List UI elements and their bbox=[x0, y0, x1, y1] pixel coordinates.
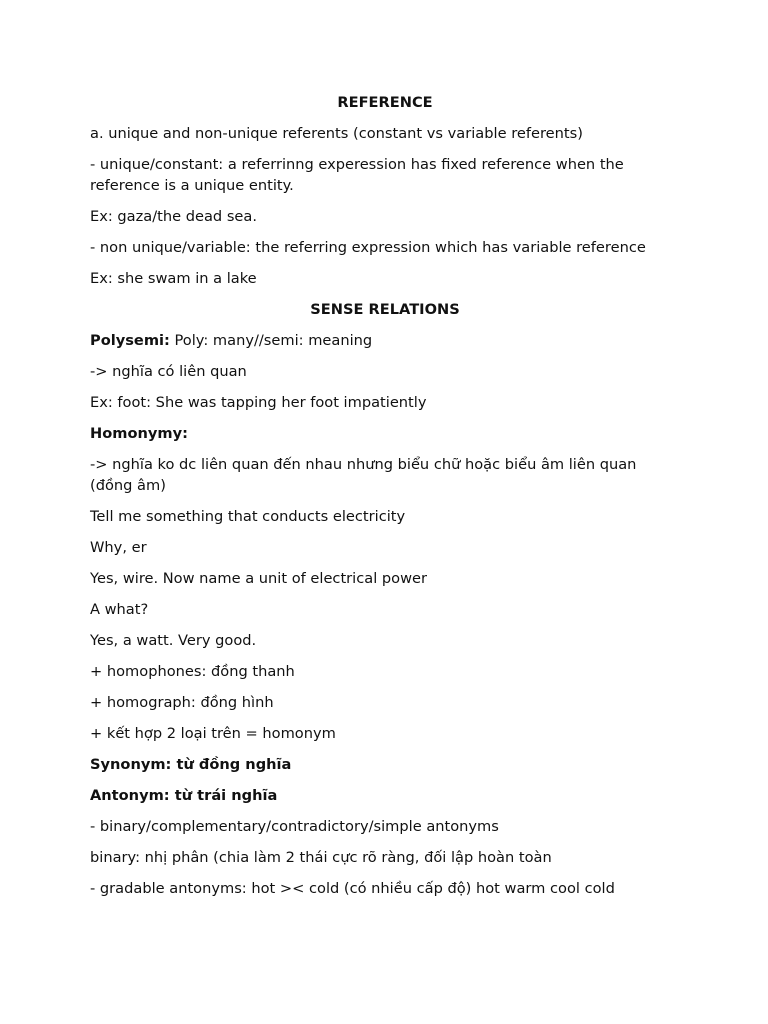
homograph-line: + homograph: đồng hình bbox=[90, 694, 274, 711]
homonymy-meaning: -> nghĩa ko dc liên quan đến nhau nhưng biểu chữ hoặc biểu âm liên quan (đồng âm) bbox=[90, 456, 637, 494]
dialogue-line-4: A what? bbox=[90, 601, 149, 618]
dialogue-line-2: Why, er bbox=[90, 539, 147, 556]
polysemi-text: Poly: many//semi: meaning bbox=[169, 332, 373, 349]
antonym-line: Antonym: từ trái nghĩa bbox=[90, 787, 278, 804]
homonymy-label: Homonymy: bbox=[90, 425, 188, 442]
reference-paragraph-3: Ex: gaza/the dead sea. bbox=[90, 208, 257, 225]
reference-paragraph-1: a. unique and non-unique referents (constant vs variable referents) bbox=[90, 125, 583, 142]
binary-definition-line: binary: nhị phân (chia làm 2 thái cực rõ ràng, đối lập hoàn toàn bbox=[90, 849, 552, 866]
reference-paragraph-4: - non unique/variable: the referring expression which has variable reference bbox=[90, 239, 646, 256]
gradable-line: - gradable antonyms: hot >< cold (có nhiều cấp độ) hot warm cool cold bbox=[90, 880, 615, 897]
homophones-line: + homophones: đồng thanh bbox=[90, 663, 295, 680]
dialogue-line-5: Yes, a watt. Very good. bbox=[90, 632, 257, 649]
polysemi-meaning: -> nghĩa có liên quan bbox=[90, 363, 247, 380]
heading-reference: REFERENCE bbox=[337, 94, 433, 111]
heading-sense-relations: SENSE RELATIONS bbox=[310, 301, 460, 318]
reference-paragraph-5: Ex: she swam in a lake bbox=[90, 270, 257, 287]
polysemi-line bbox=[90, 330, 680, 351]
reference-paragraph-2: - unique/constant: a referrinng experession has fixed reference when the reference is a unique entity. bbox=[90, 156, 624, 194]
binary-list-line: - binary/complementary/contradictory/simple antonyms bbox=[90, 818, 499, 835]
combine-line: + kết hợp 2 loại trên = homonym bbox=[90, 725, 336, 742]
dialogue-line-3: Yes, wire. Now name a unit of electrical power bbox=[90, 570, 427, 587]
synonym-line: Synonym: từ đồng nghĩa bbox=[90, 756, 292, 773]
polysemi-example: Ex: foot: She was tapping her foot impatiently bbox=[90, 394, 427, 411]
dialogue-line-1: Tell me something that conducts electricity bbox=[90, 508, 406, 525]
polysemi-label: Polysemi: bbox=[90, 332, 170, 349]
document-page bbox=[90, 92, 680, 909]
